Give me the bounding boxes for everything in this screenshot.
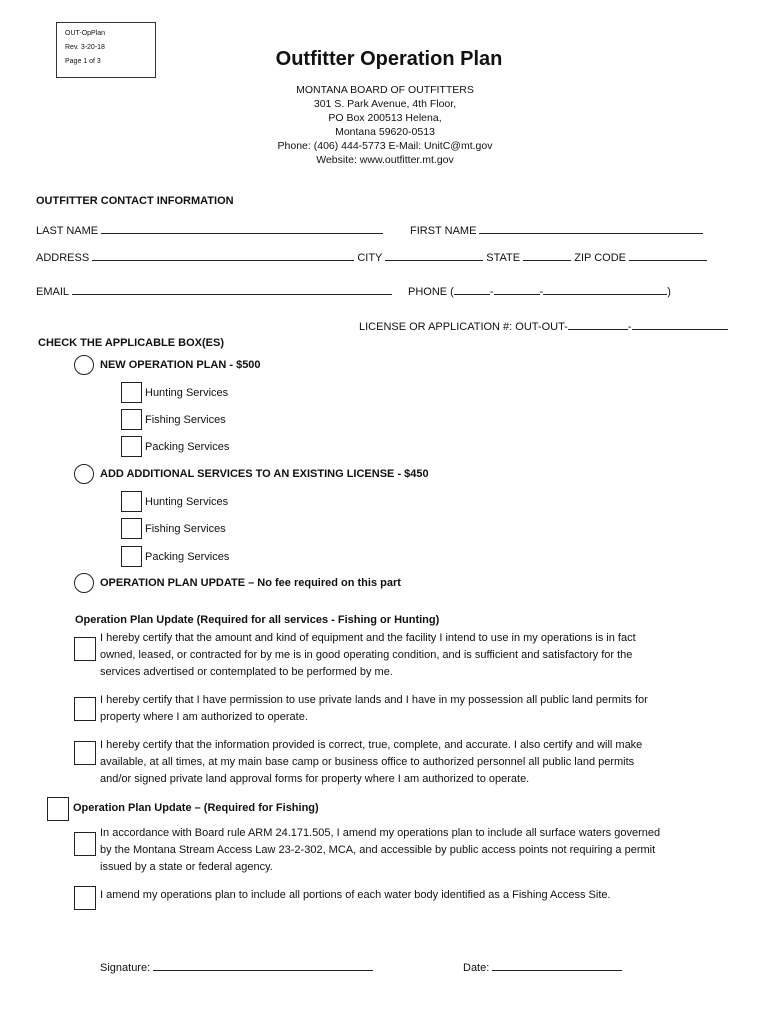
phone-email: Phone: (406) 444-5773 E-Mail: UnitC@mt.gov: [277, 140, 493, 152]
date-row: [463, 958, 622, 974]
add-packing-checkbox[interactable]: [121, 546, 142, 567]
cert-line: I hereby certify that I have permission to use private lands and I have in my possession all public land permits for: [100, 694, 648, 706]
phone-line-field[interactable]: [543, 282, 667, 295]
cert-line: I amend my operations plan to include all portions of each water body identified as a Fishing Access Site.: [100, 889, 611, 901]
cert-line: and/or signed private land approval forms for property where I am authorized to operate.: [100, 773, 530, 785]
phone-dash: -: [539, 286, 544, 298]
cert-stream-access-checkbox[interactable]: [74, 832, 96, 856]
new-hunting-checkbox[interactable]: [121, 382, 142, 403]
license-row: [359, 317, 728, 333]
last-name-label: LAST NAME: [36, 225, 99, 237]
address-label: ADDRESS: [36, 252, 90, 264]
phone-label: PHONE (: [408, 286, 454, 298]
cert-line: available, at all times, at my main base camp or business office to authorized personnel all public land permits: [100, 756, 635, 768]
update-fishing-heading: Operation Plan Update – (Required for Fishing): [73, 802, 319, 814]
cert-line: services advertised or contemplated to be performed by me.: [100, 666, 393, 678]
cert-permission-text: [100, 692, 648, 726]
last-name-row: [36, 221, 383, 237]
zip-label: ZIP CODE: [574, 252, 627, 264]
signature-row: [100, 958, 373, 974]
email-row: [36, 282, 392, 298]
contact-heading: OUTFITTER CONTACT INFORMATION: [36, 195, 234, 207]
po-box: PO Box 200513 Helena,: [328, 112, 442, 124]
date-label: Date:: [463, 962, 490, 974]
update-all-heading: Operation Plan Update (Required for all services - Fishing or Hunting): [75, 614, 440, 626]
license-dash: -: [627, 321, 632, 333]
cert-line: by the Montana Stream Access Law 23-2-302, MCA, and accessible by public access points not requiring a permit: [100, 844, 656, 856]
cert-permission-checkbox[interactable]: [74, 697, 96, 721]
cert-line: I hereby certify that the information provided is correct, true, complete, and accurate. I also certify and will make: [100, 739, 643, 751]
new-packing-label: Packing Services: [145, 441, 230, 453]
state-field[interactable]: [523, 248, 571, 261]
cert-equipment-checkbox[interactable]: [74, 637, 96, 661]
add-hunting-label: Hunting Services: [145, 496, 229, 508]
cert-equipment-text: [100, 630, 636, 681]
address-field[interactable]: [92, 248, 354, 261]
cert-stream-access-text: [100, 825, 660, 876]
signature-label: Signature:: [100, 962, 151, 974]
new-plan-label: NEW OPERATION PLAN - $500: [100, 359, 261, 371]
phone-area-code-field[interactable]: [454, 282, 490, 295]
cert-line: issued by a state or federal agency.: [100, 861, 273, 873]
state-label: STATE: [486, 252, 521, 264]
update-fishing-checkbox[interactable]: [47, 797, 69, 821]
add-packing-label: Packing Services: [145, 551, 230, 563]
plan-update-radio[interactable]: [74, 573, 94, 593]
street-address: 301 S. Park Avenue, 4th Floor,: [313, 98, 457, 110]
add-fishing-checkbox[interactable]: [121, 518, 142, 539]
phone-close: ): [667, 286, 671, 298]
form-revision: Rev. 3-20-18: [65, 44, 105, 51]
license-field-1[interactable]: [568, 317, 628, 330]
cert-accuracy-checkbox[interactable]: [74, 741, 96, 765]
cert-line: In accordance with Board rule ARM 24.171.505, I amend my operations plan to include all surface waters governed: [100, 827, 661, 839]
plan-update-label: OPERATION PLAN UPDATE – No fee required on this part: [100, 577, 401, 589]
check-heading: CHECK THE APPLICABLE BOX(ES): [38, 337, 224, 349]
city-field[interactable]: [385, 248, 483, 261]
form-code: OUT-OpPlan: [65, 30, 106, 37]
new-hunting-label: Hunting Services: [145, 387, 229, 399]
address-row: [36, 248, 707, 264]
page-title: Outfitter Operation Plan: [275, 48, 503, 70]
cert-line: I hereby certify that the amount and kind of equipment and the facility I intend to use in my operations is in fact: [100, 632, 636, 644]
add-fishing-label: Fishing Services: [145, 523, 226, 535]
phone-prefix-field[interactable]: [494, 282, 540, 295]
cert-line: owned, leased, or contracted for by me is in good operating condition, and is sufficient and satisfactory for the: [100, 649, 633, 661]
zip-field[interactable]: [629, 248, 707, 261]
cert-accuracy-text: [100, 737, 642, 788]
phone-row: [408, 282, 671, 298]
license-label: LICENSE OR APPLICATION #: OUT-OUT-: [359, 321, 568, 333]
city-state-zip: Montana 59620-0513: [335, 126, 435, 138]
new-packing-checkbox[interactable]: [121, 436, 142, 457]
first-name-label: FIRST NAME: [410, 225, 477, 237]
add-hunting-checkbox[interactable]: [121, 491, 142, 512]
date-field[interactable]: [492, 958, 622, 971]
new-fishing-label: Fishing Services: [145, 414, 226, 426]
add-services-radio[interactable]: [74, 464, 94, 484]
add-services-label: ADD ADDITIONAL SERVICES TO AN EXISTING LICENSE - $450: [100, 468, 429, 480]
first-name-row: [410, 221, 703, 237]
email-field[interactable]: [72, 282, 392, 295]
new-fishing-checkbox[interactable]: [121, 409, 142, 430]
cert-fishing-access-text: [100, 887, 611, 904]
new-plan-radio[interactable]: [74, 355, 94, 375]
email-label: EMAIL: [36, 286, 69, 298]
agency-name: MONTANA BOARD OF OUTFITTERS: [296, 84, 474, 96]
website: Website: www.outfitter.mt.gov: [316, 154, 454, 166]
phone-dash: -: [489, 286, 494, 298]
last-name-field[interactable]: [101, 221, 383, 234]
license-field-2[interactable]: [632, 317, 728, 330]
signature-field[interactable]: [153, 958, 373, 971]
first-name-field[interactable]: [479, 221, 703, 234]
cert-line: property where I am authorized to operate.: [100, 711, 308, 723]
page-number: Page 1 of 3: [65, 58, 101, 65]
city-label: CITY: [357, 252, 383, 264]
cert-fishing-access-checkbox[interactable]: [74, 886, 96, 910]
